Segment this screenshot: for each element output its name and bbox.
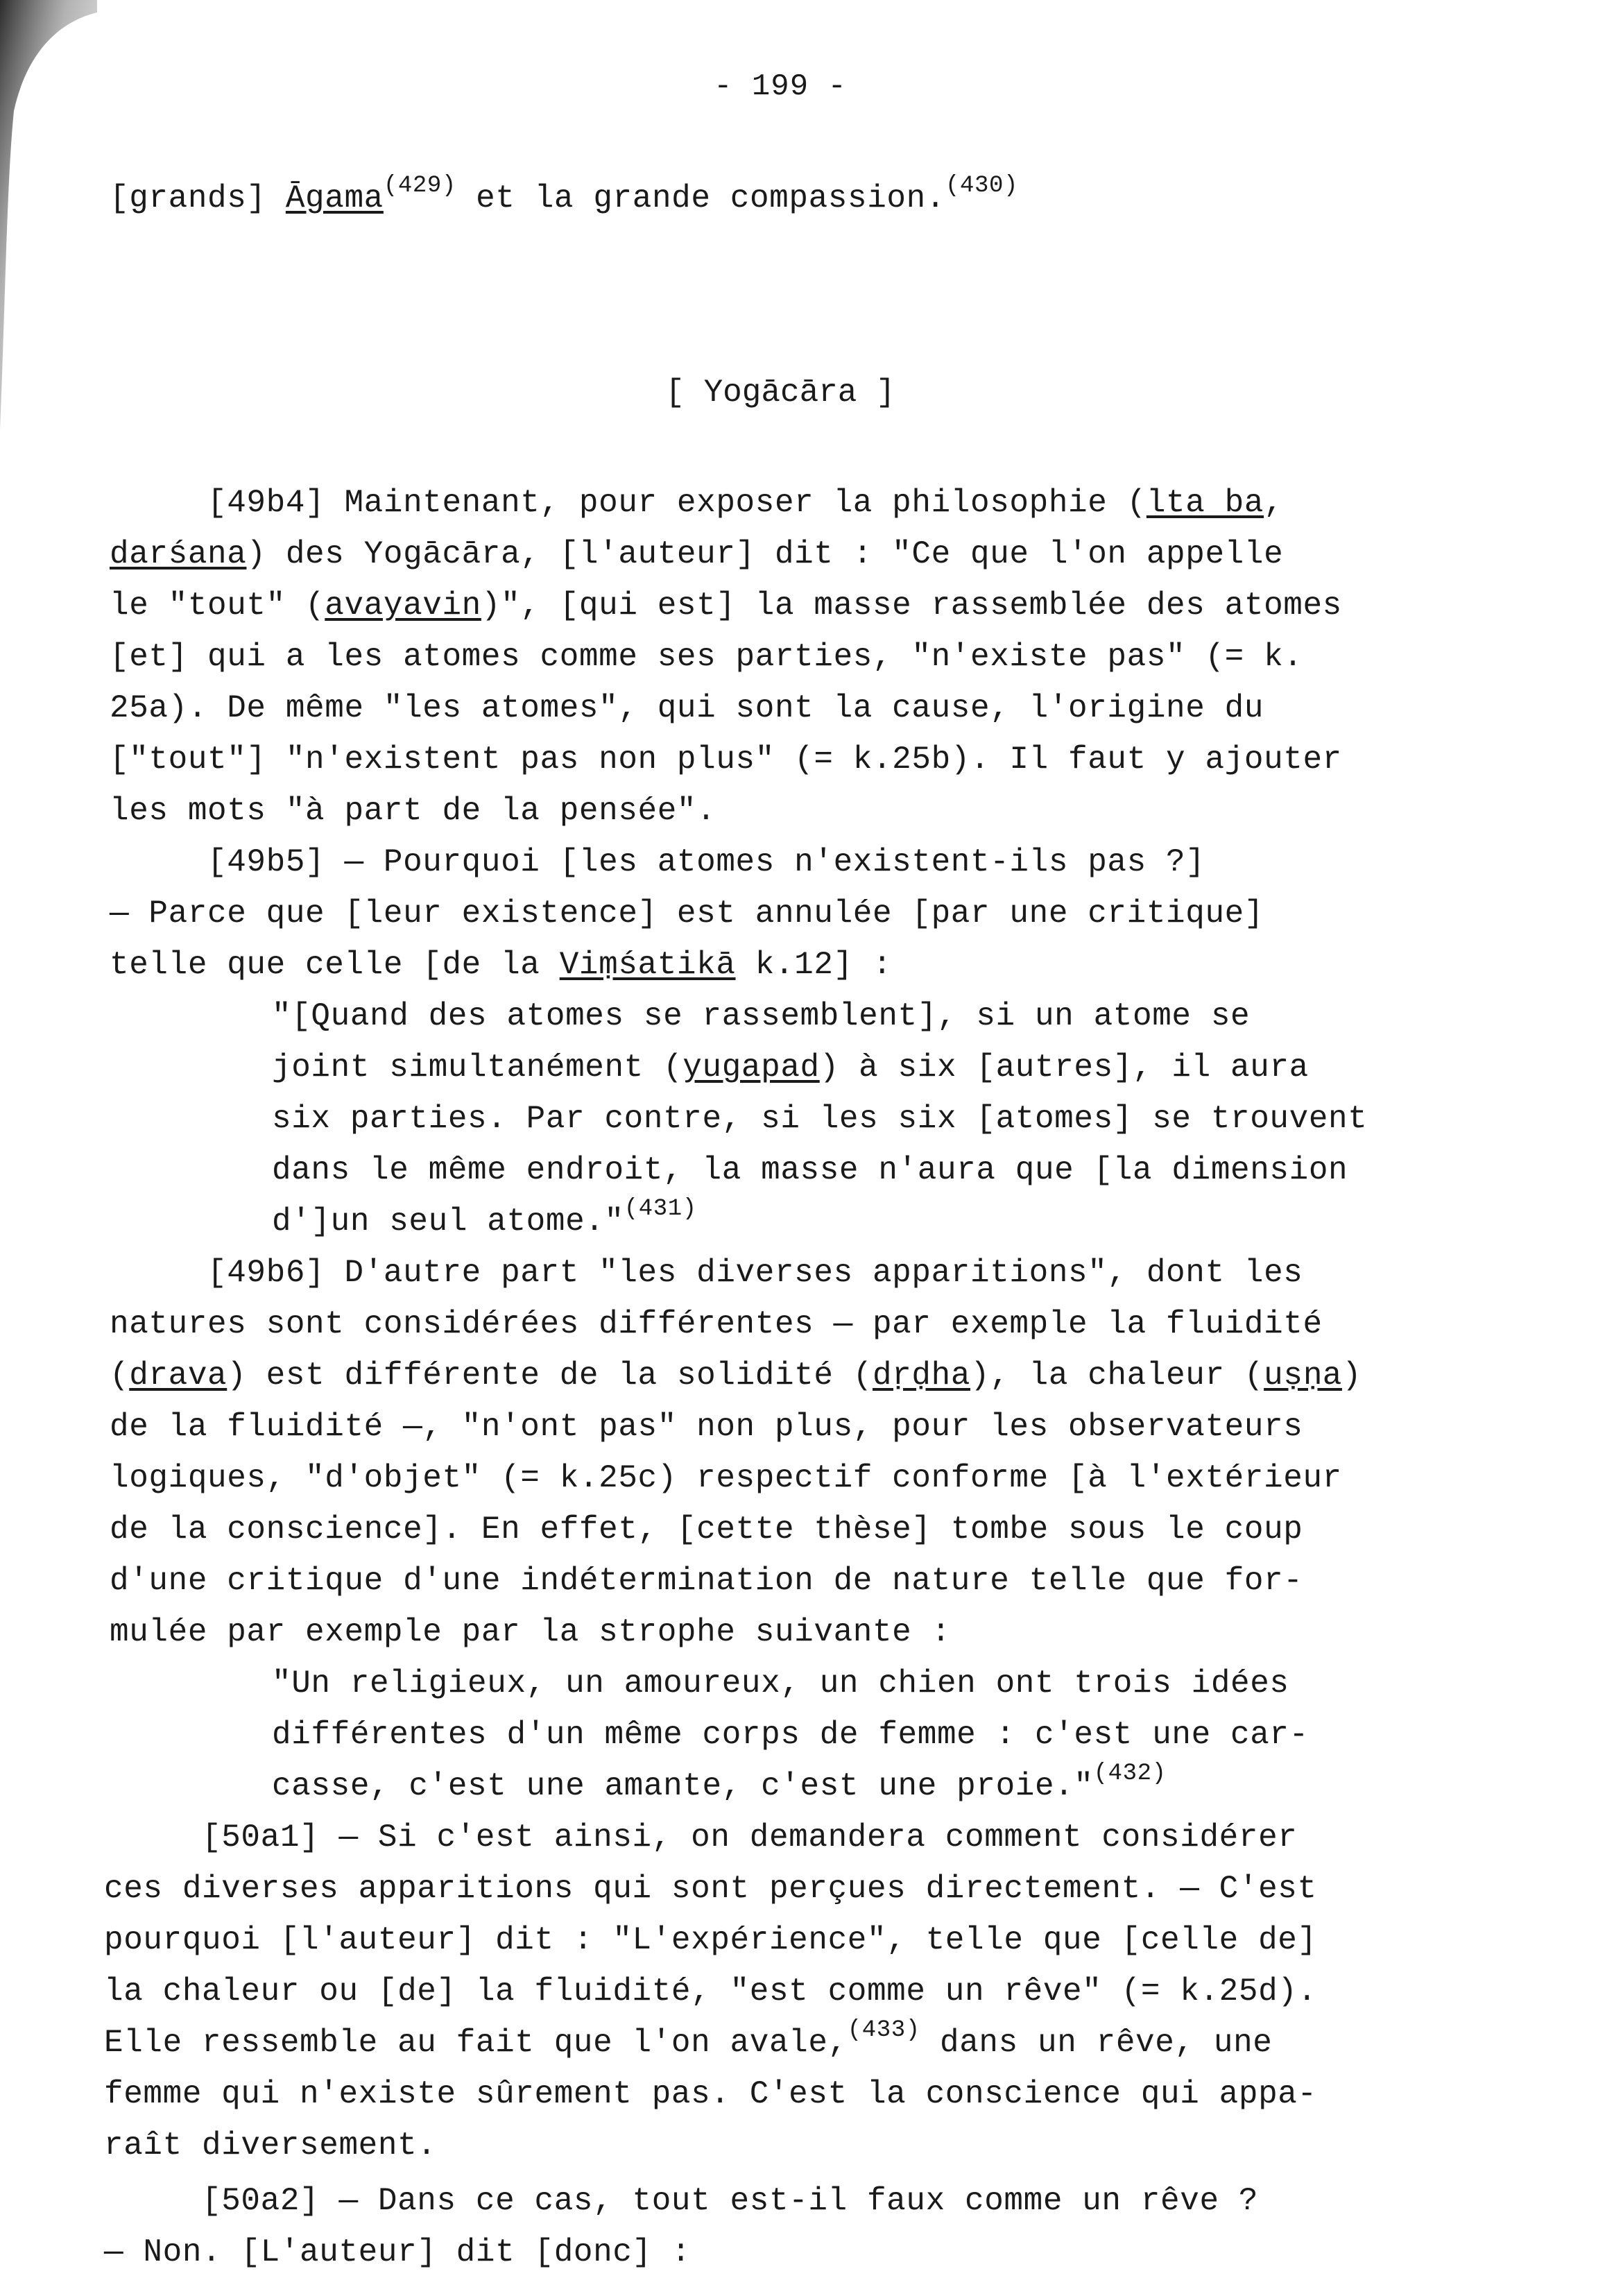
text-line: natures sont considérées différentes — par exemple la fluidité <box>110 1306 1323 1342</box>
text-line: de la fluidité —, "n'ont pas" non plus, pour les observateurs <box>110 1409 1303 1445</box>
footnote-ref: (432) <box>1093 1760 1167 1787</box>
text-line: [49b4] Maintenant, pour exposer la philosophie (lta ba, <box>110 485 1284 521</box>
quote-line: casse, c'est une amante, c'est une proie."$^{(432)}$ <box>272 1760 1167 1804</box>
footnote-ref: (431) <box>624 1196 697 1222</box>
quote-line: différentes d'un même corps de femme : c'est une car- <box>272 1717 1309 1753</box>
footnote-ref: (433) <box>847 2017 920 2044</box>
text-line: pourquoi [l'auteur] dit : "L'expérience", telle que [celle de] <box>104 1922 1317 1958</box>
text-line: les mots "à part de la pensée". <box>110 793 716 829</box>
text-line: femme qui n'existe sûrement pas. C'est la conscience qui appa- <box>104 2076 1317 2112</box>
text-line: d'une critique d'une indétermination de nature telle que for- <box>110 1563 1303 1599</box>
text-line: Elle ressemble au fait que l'on avale,$^{(433)}$ dans un rêve, une <box>104 2017 1273 2061</box>
text-line: le "tout" (avayavin)", [qui est] la masse rassemblée des atomes <box>110 588 1342 624</box>
text-line: ["tout"] "n'existent pas non plus" (= k.25b). Il faut y ajouter <box>110 742 1342 778</box>
text-line: — Parce que [leur existence] est annulée [par une critique] <box>110 896 1264 932</box>
text-line: — Non. [L'auteur] dit [donc] : <box>104 2234 692 2270</box>
footnote-ref: (430) <box>945 173 1019 199</box>
text-line: [49b5] — Pourquoi [les atomes n'existent-ils pas ?] <box>110 844 1205 880</box>
text-line: [50a1] — Si c'est ainsi, on demandera comment considérer <box>104 1819 1298 1856</box>
text-line: mulée par exemple par la strophe suivante : <box>110 1614 951 1650</box>
quote-line: dans le même endroit, la masse n'aura que [la dimension <box>272 1152 1348 1188</box>
text-line: [et] qui a les atomes comme ses parties, "n'existe pas" (= k. <box>110 639 1303 675</box>
footnote-ref: (429) <box>383 173 456 199</box>
section-heading: [ Yogācāra ] <box>665 375 895 411</box>
text-line: logiques, "d'objet" (= k.25c) respectif conforme [à l'extérieur <box>110 1460 1342 1496</box>
text-line: 25a). De même "les atomes", qui sont la cause, l'origine du <box>110 690 1264 726</box>
text-line: ces diverses apparitions qui sont perçues directement. — C'est <box>104 1871 1317 1907</box>
quote-line: d']un seul atome."$^{(431)}$ <box>272 1196 697 1240</box>
text-line: telle que celle [de la Viṃśatikā k.12] : <box>110 947 893 983</box>
text-line: raît diversement. <box>104 2127 437 2164</box>
text-line: [grands] Āgama$^{(429)}$ et la grande compassion.$^{(430)}$ <box>110 173 1019 216</box>
quote-line: joint simultanément (yugapad) à six [autres], il aura <box>272 1050 1309 1086</box>
text-line: darśana) des Yogācāra, [l'auteur] dit : "Ce que l'on appelle <box>110 536 1284 572</box>
quote-line: "Un religieux, un amoureux, un chien ont trois idées <box>272 1665 1289 1702</box>
text-line: [49b6] D'autre part "les diverses apparitions", dont les <box>110 1255 1303 1291</box>
text-line: (drava) est différente de la solidité (dṛḍha), la chaleur (uṣṇa) <box>110 1357 1362 1394</box>
text-line: de la conscience]. En effet, [cette thèse] tombe sous le coup <box>110 1511 1303 1548</box>
quote-line: "[Quand des atomes se rassemblent], si un atome se <box>272 998 1251 1034</box>
text-line: [50a2] — Dans ce cas, tout est-il faux comme un rêve ? <box>104 2183 1259 2219</box>
quote-line: six parties. Par contre, si les six [atomes] se trouvent <box>272 1101 1368 1137</box>
page-number: - 199 - <box>714 69 847 104</box>
text-line: la chaleur ou [de] la fluidité, "est comme un rêve" (= k.25d). <box>104 1973 1317 2010</box>
